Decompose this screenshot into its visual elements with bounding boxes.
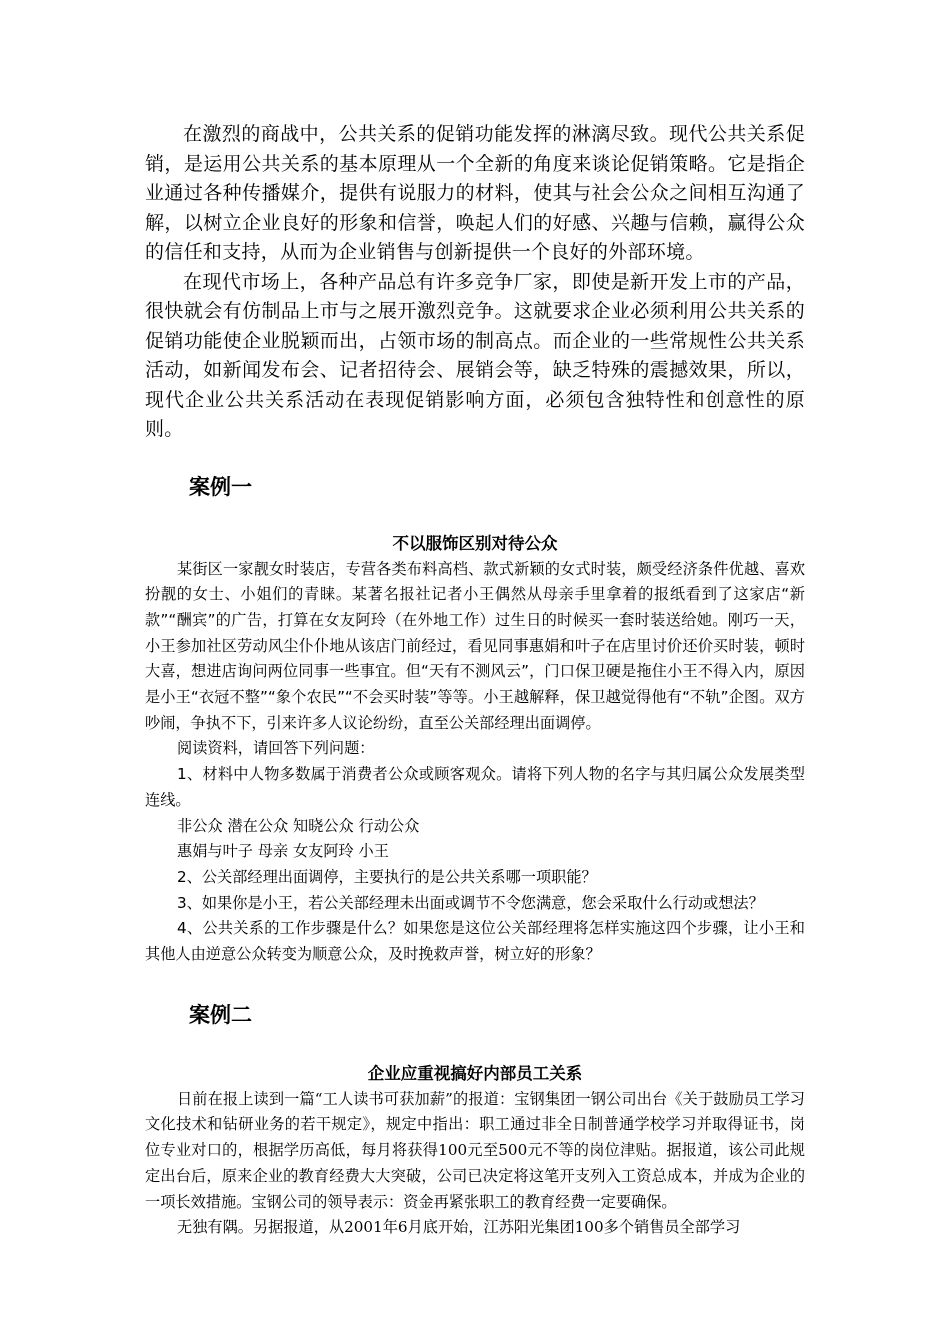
intro-paragraph: 在现代市场上，各种产品总有许多竞争厂家，即使是新开发上市的产品，很快就会有仿制品上市与之展开激烈竞争。这就要求企业必须利用公共关系的促销功能使企业脱颖而出，占领市场的制高点。而企业的一些常规性公共关系活动，如新闻发布会、记者招待会、展销会等，缺乏特殊的震撼效果，所以，现代企业公共关系活动在表现促销影响方面，必须包含独特性和创意性的原则。 (145, 270, 805, 440)
question-two: 2、公关部经理出面调停，主要执行的是公共关系哪一项职能？ (177, 867, 597, 886)
case-two-heading: 案例二 (189, 1002, 252, 1027)
intro-section (145, 120, 805, 445)
case-two-title: 企业应重视搞好内部员工关系 (367, 1063, 583, 1083)
public-types-line: 非公众 潜在公众 知晓公众 行动公众 (177, 816, 420, 835)
case-two-body (145, 1087, 805, 1241)
case-two-paragraph: 无独有隅。另据报道，从2001年6月底开始，江苏阳光集团100多个销售员全部学习 (177, 1218, 741, 1237)
case-one-paragraph: 某街区一家靓女时装店，专营各类布料高档、款式新颖的女式时装，颇受经济条件优越、喜欢扮靓的女士、小姐们的青睐。某著名报社记者小王偶然从母亲手里拿着的报纸看到了这家店“新款”“酬宾”的广告，打算在女友阿玲（在外地工作）过生日的时候买一套时装送给她。刚巧一天，小王参加社区劳动风尘仆仆地从该店门前经过，看见同事惠娟和叶子在店里讨价还价买时装，顿时大喜，想进店询问两位同事一些事宜。但“天有不测风云”，门口保卫硬是拖住小王不得入内，原因是小王“衣冠不整”“象个农民”“不会买时装”等等。小王越解释，保卫越觉得他有“不轨”企图。双方吵闹，争执不下，引来许多人议论纷纷，直至公关部经理出面调停。 (145, 559, 805, 732)
case-two-paragraph: 日前在报上读到一篇“工人读书可获加薪”的报道：宝钢集团一钢公司出台《关于鼓励员工学习文化技术和钻研业务的若干规定》，规定中指出：职工通过非全日制普通学校学习并取得证书，岗位专业对口的，根据学历高低，每月将获得100元至500元不等的岗位津贴。据报道，该公司此规定出台后，原来企业的教育经费大大突破，公司已决定将这笔开支列入工资总成本，并成为企业的一项长效措施。宝钢公司的领导表示：资金再紧张职工的教育经费一定要确保。 (145, 1089, 805, 1211)
document-page (145, 120, 805, 1241)
people-names-line: 惠娟与叶子 母亲 女友阿玲 小王 (177, 842, 389, 861)
question-four: 4、公共关系的工作步骤是什么？如果您是这位公关部经理将怎样实施这四个步骤，让小王和其他人由逆意公众转变为顺意公众，及时挽救声誉，树立好的形象？ (145, 919, 805, 964)
question-one: 1、材料中人物多数属于消费者公众或顾客观众。请将下列人物的名字与其归属公众发展类型连线。 (145, 765, 805, 809)
case-one-paragraph: 阅读资料，请回答下列问题： (177, 739, 375, 758)
case-one-body (145, 557, 805, 968)
intro-paragraph: 在激烈的商战中，公共关系的促销功能发挥的淋漓尽致。现代公共关系促销，是运用公共关系的基本原理从一个全新的角度来谈论促销策略。它是指企业通过各种传播媒介，提供有说服力的材料，使其与社会公众之间相互沟通了解，以树立企业良好的形象和信誉，唤起人们的好感、兴趣与信赖，赢得公众的信任和支持，从而为企业销售与创新提供一个良好的外部环境。 (145, 123, 805, 263)
question-three: 3、如果你是小王，若公关部经理未出面或调节不令您满意，您会采取什么行动或想法？ (177, 893, 764, 912)
case-one-title: 不以服饰区别对待公众 (392, 533, 558, 553)
case-one-heading: 案例一 (189, 474, 252, 499)
